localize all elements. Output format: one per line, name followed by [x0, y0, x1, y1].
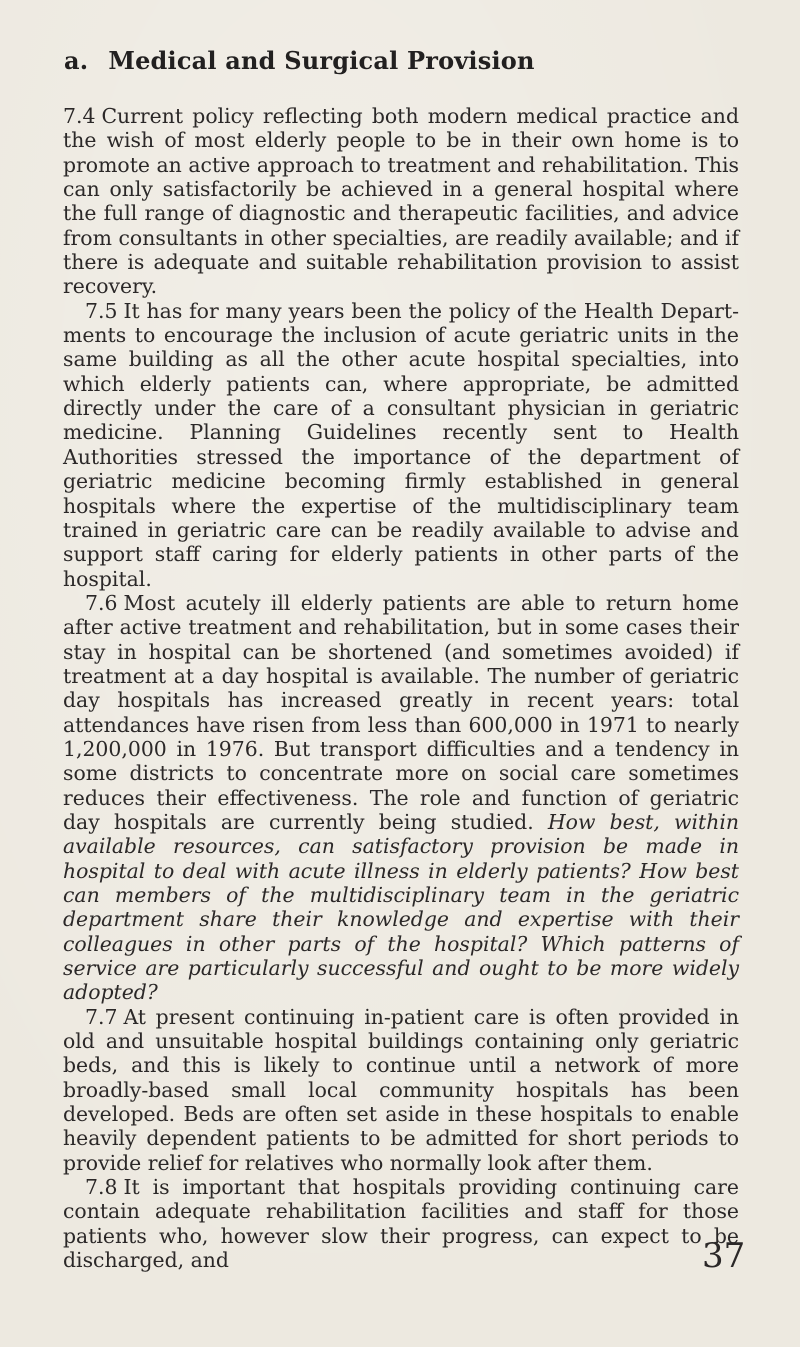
paragraph-text: It is important that hospitals providing continuing care contain adequate rehabilitation facilities and staff for those patients who, however slow their progress, can expect to be discharged, and [63, 1175, 739, 1273]
consultation-questions: How best, within available resources, can satisfactory provision be made in hospital to deal with acute illness in elderly patients? How best can members of the multidisciplinary team in the geriatric department share their knowledge and expertise with their colleagues in other parts of the hospital? Which patterns of service are particularly successful and ought to be more widely adopted? [63, 809, 739, 1005]
paragraph-text: Current policy reflecting both modern medical practice and the wish of most elderly people to be in their own home is to promote an active approach to treatment and rehabilitation. This can only satisfactorily be achieved in a general hospital where the full range of diagnostic and therapeutic facilities, and advice from consultants in other specialties, are readily available; and if there is adequate and suitable rehabilitation provision to assist recovery. [63, 104, 739, 299]
body-text [63, 104, 739, 1273]
paragraph-7-6 [63, 591, 739, 1005]
paragraph-number: 7.5 [85, 298, 118, 323]
paragraph-7-4 [63, 104, 739, 299]
paragraph-number: 7.4 [63, 104, 96, 128]
paragraph-number: 7.8 [85, 1175, 118, 1200]
section-label: a. [64, 46, 89, 75]
paragraph-7-8 [63, 1175, 739, 1272]
paragraph-number: 7.6 [85, 590, 118, 615]
paragraph-text: Most acutely ill elderly patients are able to return home after active treatment and rehabilitation, but in some cases their stay in hospital can be shortened (and sometimes avoided) if treatment at a day hospital is available. The number of geriatric day hospitals has increased greatly in recent years: total attendances have risen from less than 600,000 in 1971 to nearly 1,200,000 in 1976. But transport difficulties and a tendency in some districts to concentrate more on social care sometimes reduces their effectiveness. The role and function of geriatric day hospitals are currently being studied. [63, 590, 739, 834]
paragraph-7-7 [63, 1005, 739, 1175]
paragraph-text: It has for many years been the policy of the Health Depart-ments to encourage the inclusion of acute geriatric units in the same building as all the other acute hospital specialties, into which elderly patients can, where appropriate, be admitted directly under the care of a consultant physician in geriatric medicine. Planning Guidelines recently sent to Health Authorities stressed the importance of the department of geriatric medicine becoming firmly established in general hospitals where the expertise of the multidisciplinary team trained in geriatric care can be readily available to advise and support staff caring for elderly patients in other parts of the hospital. [63, 298, 739, 591]
paragraph-number: 7.7 [85, 1004, 118, 1029]
section-title: Medical and Surgical Provision [108, 46, 535, 75]
paragraph-text: At present continuing in-patient care is often provided in old and unsuitable hospital buildings containing only geriatric beds, and this is likely to continue until a network of more broadly-based small local community hospitals has been developed. Beds are often set aside in these hospitals to enable heavily dependent patients to be admitted for short periods to provide relief for relatives who normally look after them. [63, 1004, 739, 1175]
page-number: 37 [702, 1236, 746, 1276]
paragraph-7-5 [63, 299, 739, 591]
section-heading [64, 46, 535, 75]
